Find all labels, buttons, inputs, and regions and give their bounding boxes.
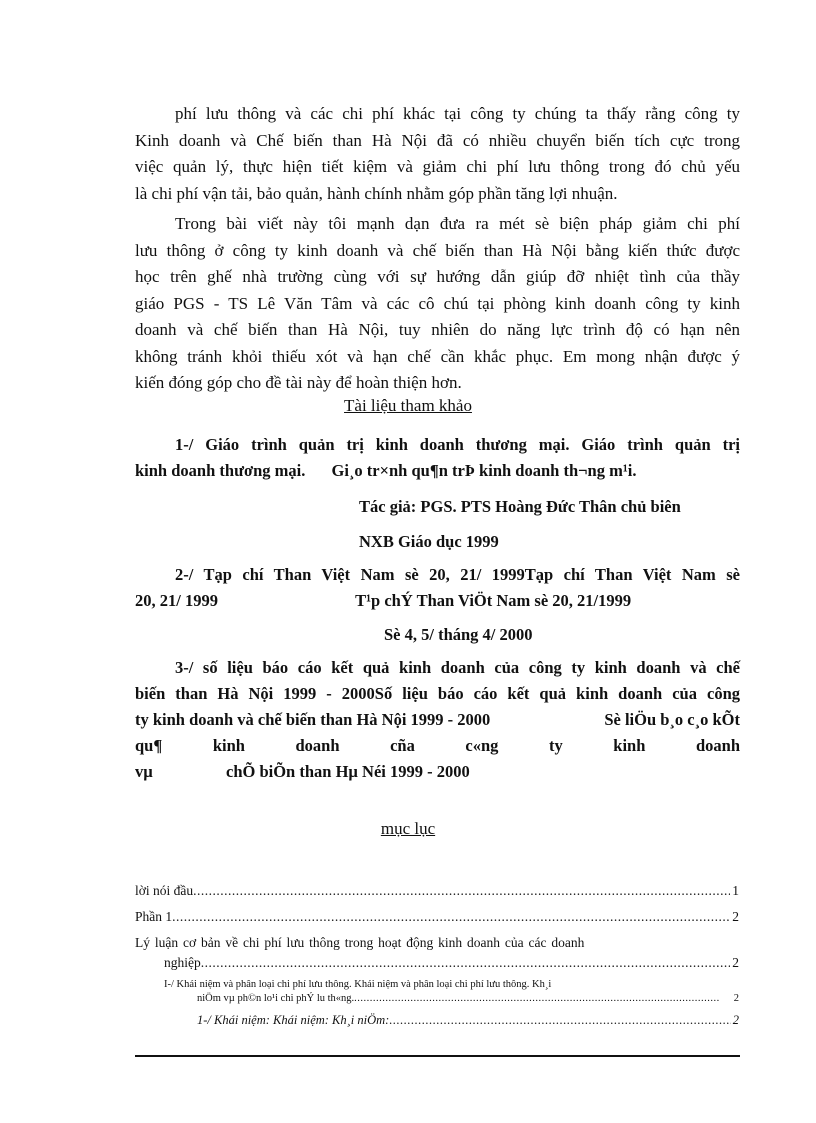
toc-entry-page: 1 — [732, 883, 739, 898]
toc-heading: mục lục — [380, 819, 436, 838]
reference-text: kinh doanh thương mại. — [135, 461, 306, 480]
toc-entry-page: 2 — [733, 993, 739, 1004]
text-line: việc quản lý, thực hiện tiết kiệm và giảm chi phí lưu thông trong đó chủ yếu — [135, 157, 740, 176]
toc-entry-page: 2 — [732, 955, 739, 970]
toc-entry[interactable] — [135, 883, 739, 899]
text-line: không tránh khỏi thiếu xót và hạn chế cần khắc phục. Em mong nhận được ý — [135, 346, 740, 366]
text-line: Trong bài viết này tôi mạnh dạn đưa ra mét sè biện pháp giảm chi phí — [175, 214, 740, 233]
toc-entry-line[interactable] — [135, 935, 739, 951]
toc-entry-title-cont: nghiệp — [164, 955, 201, 970]
toc-leader-dots — [193, 883, 730, 899]
toc-entry-page: 2 — [732, 1013, 739, 1027]
reference-line: biến than Hà Nội 1999 - 2000Số liệu báo cáo kết quả kinh doanh của công — [135, 684, 740, 703]
reference-line — [135, 458, 740, 484]
toc-leader-dots — [354, 993, 720, 1004]
reference-line: qu¶ kinh doanh cña c«ng ty kinh doanh vµ — [135, 736, 740, 781]
reference-text: ty kinh doanh và chế biến than Hà Nội 1999 - 2000 — [135, 710, 491, 729]
toc-entry-title: Lý luận cơ bản về chi phí lưu thông trong hoạt động kinh doanh của các doanh — [135, 935, 585, 950]
reference-3-line5: chÕ biÕn than Hµ Néi 1999 - 2000 — [226, 762, 470, 781]
text-line: học trên ghế nhà trường cùng với sự hướng dẫn giúp đỡ nhiệt tình của thầy — [135, 267, 740, 286]
text-line: giáo PGS - TS Lê Văn Tâm và các cô chú tại phòng kinh doanh công ty kinh — [135, 293, 740, 313]
reference-2 — [135, 562, 740, 614]
toc-entry-title: Phần 1 — [135, 909, 173, 924]
reference-line: 3-/ số liệu báo cáo kết quả kinh doanh của công ty kinh doanh và chế — [175, 658, 740, 677]
reference-text-garbled: T¹p chÝ Than ViÖt Nam sè 20, 21/1999 — [355, 591, 632, 610]
toc-leader-dots — [389, 1013, 730, 1028]
toc-entry-line[interactable] — [164, 979, 739, 990]
toc-leader-dots — [201, 955, 731, 971]
toc-entry-title: I-/ Khái niệm và phân loại chi phí lưu thông. Khái niệm và phân loại chi phí lưu thông. Kh¸i — [164, 979, 552, 990]
intro-paragraph-2 — [135, 211, 740, 397]
references-heading: Tài liệu tham khảo — [344, 396, 472, 415]
text-line: kiến đóng góp cho đề tài này để hoàn thiện hơn. — [135, 373, 462, 392]
reference-1-author: Tác giả: PGS. PTS Hoàng Đức Thân chủ biên — [359, 497, 681, 516]
text-line: doanh và chế biến than Hà Nội, tuy nhiên do năng lực trình độ có hạn nên — [135, 320, 740, 339]
toc-entry[interactable] — [197, 993, 739, 1004]
toc-entry-title: lời nói đầu — [135, 883, 194, 898]
toc-entry[interactable] — [197, 1013, 739, 1028]
reference-line: 1-/ Giáo trình quản trị kinh doanh thương mại. Giáo trình quản trị — [175, 435, 740, 454]
reference-text-garbled: Sè liÖu b¸o c¸o kÕt — [604, 710, 740, 729]
intro-paragraph-1 — [135, 101, 740, 207]
reference-text-garbled: Gi¸o tr×nh qu¶n trÞ kinh doanh th¬ng m¹i. — [331, 461, 637, 480]
toc-entry-title-cont: niÖm vµ ph©n lo¹i chi phÝ lu th«ng. — [197, 993, 355, 1004]
toc-entry[interactable] — [135, 909, 739, 925]
text-line: là chi phí vận tải, bảo quản, hành chính nhằm góp phần tăng lợi nhuận. — [135, 183, 618, 203]
text-line: Kinh doanh và Chế biến than Hà Nội đã có nhiều chuyển biến tích cực trong — [135, 130, 740, 150]
reference-1 — [135, 432, 740, 484]
text-line: phí lưu thông và các chi phí khác tại công ty chúng ta thấy rằng công ty — [175, 104, 740, 123]
reference-text: 20, 21/ 1999 — [135, 591, 218, 610]
reference-line — [135, 707, 740, 733]
reference-1-publisher: NXB Giáo dục 1999 — [359, 532, 499, 551]
toc-leader-dots — [172, 909, 730, 925]
text-line: lưu thông ở công ty kinh doanh và chế biến than Hà Nội bằng kiến thức được — [135, 240, 740, 260]
toc-entry[interactable] — [164, 955, 739, 971]
footer-rule — [135, 1055, 740, 1057]
toc-entry-page: 2 — [732, 909, 739, 924]
toc-entry-title: 1-/ Khái niệm: Khái niệm: Kh¸i niÖm: — [197, 1013, 390, 1027]
reference-2-issue: Sè 4, 5/ tháng 4/ 2000 — [384, 625, 533, 644]
reference-line: 2-/ Tạp chí Than Việt Nam sè 20, 21/ 1999Tạp chí Than Việt Nam sè — [175, 565, 740, 584]
reference-line — [135, 588, 740, 614]
